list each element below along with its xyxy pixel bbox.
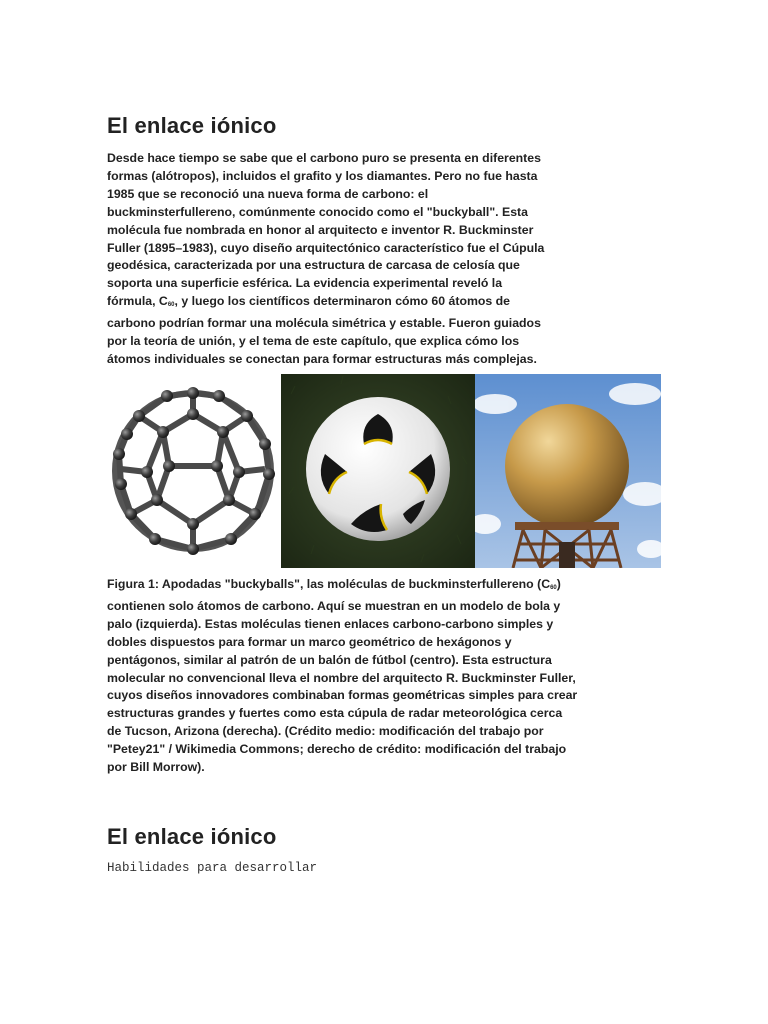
intro-paragraph (107, 150, 655, 369)
caption-line: contienen solo átomos de carbono. Aquí se muestran en un modelo de bola y (107, 598, 561, 613)
radar-dome-image (475, 374, 661, 568)
buckyball-icon (107, 374, 281, 568)
caption-text: Figura 1: Apodadas "buckyballs", las moléculas de buckminsterfullereno (C (107, 577, 551, 591)
caption-text-after: ) (556, 577, 561, 591)
intro-line: Fuller (1895–1983), cuyo diseño arquitectónico característico fue el Cúpula (107, 240, 545, 255)
formula-text-after: , y luego los científicos determinaron cómo 60 átomos de (174, 294, 511, 309)
caption-line: molecular no convencional lleva el nombre del arquitecto R. Buckminster Fuller, (107, 670, 576, 685)
formula-line (107, 293, 655, 315)
caption-line: "Petey21" / Wikimedia Commons; derecho de crédito: modificación del trabajo (107, 742, 567, 757)
intro-line: átomos individuales se conectan para formar estructuras más complejas. (107, 351, 537, 366)
caption-line: cuyos diseños innovadores combinaban formas geométricas simples para crear (107, 688, 578, 703)
soccer-ball-icon (281, 374, 475, 568)
caption-subscript: 60 (550, 585, 557, 591)
caption-line: estructuras grandes y fuertes como esta cúpula de radar meteorológica cerca (107, 706, 563, 721)
intro-line: formas (alótropos), incluidos el grafito y los diamantes. Pero no fue hasta (107, 168, 538, 183)
caption-line: por Bill Morrow). (107, 760, 205, 775)
figure-caption (107, 576, 655, 777)
figure-images (107, 374, 661, 568)
radar-dome-icon (475, 374, 661, 568)
intro-line: buckminsterfullereno, comúnmente conocido como el "buckyball". Esta (107, 204, 528, 219)
intro-line: 1985 que se reconoció una nueva forma de carbono: el (107, 186, 429, 201)
intro-line: Desde hace tiempo se sabe que el carbono puro se presenta en diferentes (107, 151, 541, 165)
intro-line: geodésica, caracterizada por una estructura de carcasa de celosía que (107, 258, 520, 273)
intro-line: molécula fue nombrada en honor al arquitecto e inventor R. Buckminster (107, 222, 534, 237)
intro-line: por la teoría de unión, y el tema de este capítulo, que explica cómo los (107, 334, 520, 349)
skills-subheading: Habilidades para desarrollar (107, 861, 318, 875)
intro-line: soporta una superficie esférica. La evidencia experimental reveló la (107, 276, 503, 291)
caption-line: de Tucson, Arizona (derecha). (Crédito medio: modificación del trabajo por (107, 724, 544, 739)
formula-subscript: 60 (167, 302, 175, 309)
buckyball-model-image (107, 374, 281, 568)
caption-line (107, 576, 655, 598)
intro-line: carbono podrían formar una molécula simétrica y estable. Fueron guiados (107, 316, 541, 331)
caption-line: dobles dispuestos para formar un marco geométrico de hexágonos y (107, 634, 512, 649)
soccer-ball-image (281, 374, 475, 568)
section-heading-2: El enlace iónico (107, 824, 277, 849)
formula-text: fórmula, C (107, 294, 168, 309)
caption-line: palo (izquierda). Estas moléculas tienen enlaces carbono-carbono simples y (107, 616, 554, 631)
section-heading: El enlace iónico (107, 113, 277, 138)
caption-line: pentágonos, similar al patrón de un balón de fútbol (centro). Esta estructura (107, 652, 552, 667)
